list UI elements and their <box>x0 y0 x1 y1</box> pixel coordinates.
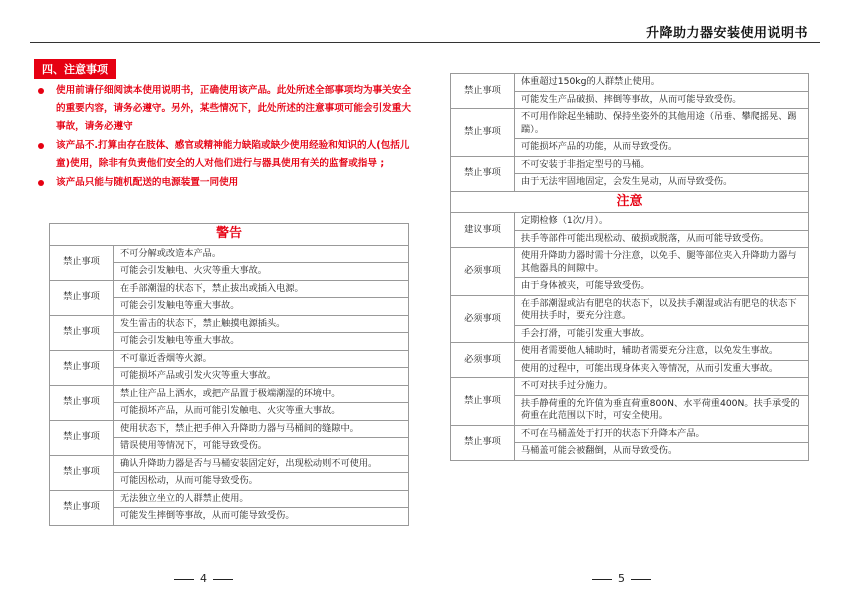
bullet-icon <box>38 180 44 186</box>
page-number-left <box>168 572 239 585</box>
page-dash <box>174 579 194 580</box>
rule-text: 扶手等部件可能出现松动、破损或脱落，从而可能导致受伤。 <box>515 230 809 248</box>
warning-table <box>49 223 409 526</box>
category-cell: 禁止事项 <box>451 425 515 460</box>
rule-text: 使用者需要他人辅助时，辅助者需要充分注意，以免发生事故。 <box>515 343 809 361</box>
page-number-text: 4 <box>200 572 207 585</box>
rule-text: 不可靠近香烟等火源。 <box>114 350 409 368</box>
category-cell: 建议事项 <box>451 213 515 248</box>
page-dash <box>213 579 233 580</box>
rule-text: 确认升降助力器是否与马桶安装固定好，出现松动则不可使用。 <box>114 455 409 473</box>
category-cell: 必须事项 <box>451 343 515 378</box>
rule-text: 在手部潮湿的状态下，禁止拔出或插入电源。 <box>114 280 409 298</box>
notice-item <box>36 174 411 192</box>
rule-text: 不可对扶手过分施力。 <box>515 378 809 396</box>
rule-text: 定期检修（1次/月）。 <box>515 213 809 231</box>
notice-text: 使用前请仔细阅读本使用说明书，正确使用该产品。此处所述全部事项均为事关安全的重要内容，请务必遵守。另外，某些情况下，此处所述的注意事项可能会引发重大事故，请务必遵守 <box>56 85 411 132</box>
category-cell: 必须事项 <box>451 295 515 343</box>
notice-item <box>36 137 411 173</box>
page-dash <box>631 579 651 580</box>
section-title: 四、注意事项 <box>34 59 116 79</box>
notice-list <box>36 82 411 193</box>
rule-text: 马桶盖可能会被翻倒，从而导致受伤。 <box>515 443 809 461</box>
rule-text: 不可安装于非指定型号的马桶。 <box>515 156 809 174</box>
rule-text: 禁止往产品上洒水，或把产品置于极端潮湿的环境中。 <box>114 385 409 403</box>
rule-text: 可能损坏产品或引发火灾等重大事故。 <box>114 368 409 386</box>
rule-text: 可能发生产品破损、摔倒等事故，从而可能导致受伤。 <box>515 91 809 109</box>
rule-text: 由于无法牢固地固定，会发生晃动，从而导致受伤。 <box>515 174 809 192</box>
category-cell: 禁止事项 <box>451 109 515 157</box>
caution-table <box>450 73 809 461</box>
notice-text: 该产品只能与随机配送的电源装置一同使用 <box>56 177 239 188</box>
rule-text: 无法独立坐立的人群禁止使用。 <box>114 490 409 508</box>
rule-text: 使用状态下，禁止把手伸入升降助力器与马桶间的缝隙中。 <box>114 420 409 438</box>
rule-text: 错误使用等情况下，可能导致受伤。 <box>114 438 409 456</box>
notice-text: 该产品不.打算由存在肢体、感官或精神能力缺陷或缺少使用经验和知识的人(包括儿童)使用，除非有负责他们安全的人对他们进行与器具使用有关的监督或指导 ; <box>56 140 410 169</box>
category-cell: 禁止事项 <box>451 378 515 426</box>
rule-text: 发生雷击的状态下，禁止触摸电源插头。 <box>114 315 409 333</box>
rule-text: 在手部潮湿或沾有肥皂的状态下，以及扶手潮湿或沾有肥皂的状态下使用扶手时，要充分注意。 <box>515 295 809 325</box>
rule-text: 体重超过150kg的人群禁止使用。 <box>515 74 809 92</box>
rule-text: 可能因松动，从而可能导致受伤。 <box>114 473 409 491</box>
rule-text: 不可用作除起坐辅助、保持坐姿外的其他用途（吊垂、攀爬摇晃、踢踹）。 <box>515 109 809 139</box>
rule-text: 不可分解或改造本产品。 <box>114 245 409 263</box>
category-cell: 禁止事项 <box>451 156 515 191</box>
rule-text: 由于身体被夹，可能导致受伤。 <box>515 278 809 296</box>
rule-text: 可能发生摔倒等事故，从而可能导致受伤。 <box>114 508 409 526</box>
category-cell: 禁止事项 <box>50 315 114 350</box>
warning-header: 警告 <box>50 224 409 246</box>
category-cell: 禁止事项 <box>50 385 114 420</box>
category-cell: 禁止事项 <box>451 74 515 109</box>
rule-text: 可能会引发触电等重大事故。 <box>114 333 409 351</box>
rule-text: 使用升降助力器时需十分注意，以免手、腿等部位夹入升降助力器与其他器具的间隙中。 <box>515 248 809 278</box>
rule-text: 扶手静荷重的允许值为垂直荷重800N、水平荷重400N。扶手承受的荷重在此范围以下时，可安全使用。 <box>515 395 809 425</box>
category-cell: 禁止事项 <box>50 420 114 455</box>
page-dash <box>592 579 612 580</box>
notice-item <box>36 82 411 136</box>
rule-text: 可能损坏产品，从而可能引发触电、火灾等重大事故。 <box>114 403 409 421</box>
category-cell: 禁止事项 <box>50 245 114 280</box>
document-title: 升降助力器安装使用说明书 <box>645 26 808 41</box>
header-rule <box>30 42 820 43</box>
category-cell: 禁止事项 <box>50 350 114 385</box>
category-cell: 禁止事项 <box>50 280 114 315</box>
rule-text: 可能损坏产品的功能，从而导致受伤。 <box>515 139 809 157</box>
rule-text: 不可在马桶盖处于打开的状态下升降本产品。 <box>515 425 809 443</box>
category-cell: 禁止事项 <box>50 490 114 525</box>
bullet-icon <box>38 143 44 149</box>
rule-text: 可能会引发触电等重大事故。 <box>114 298 409 316</box>
category-cell: 必须事项 <box>451 248 515 296</box>
rule-text: 手会打滑，可能引发重大事故。 <box>515 325 809 343</box>
category-cell: 禁止事项 <box>50 455 114 490</box>
rule-text: 使用的过程中，可能出现身体夹入等情况，从而引发重大事故。 <box>515 360 809 378</box>
page-number-right <box>586 572 657 585</box>
caution-header: 注意 <box>451 191 809 213</box>
page-number-text: 5 <box>618 572 625 585</box>
bullet-icon <box>38 88 44 94</box>
rule-text: 可能会引发触电、火灾等重大事故。 <box>114 263 409 281</box>
